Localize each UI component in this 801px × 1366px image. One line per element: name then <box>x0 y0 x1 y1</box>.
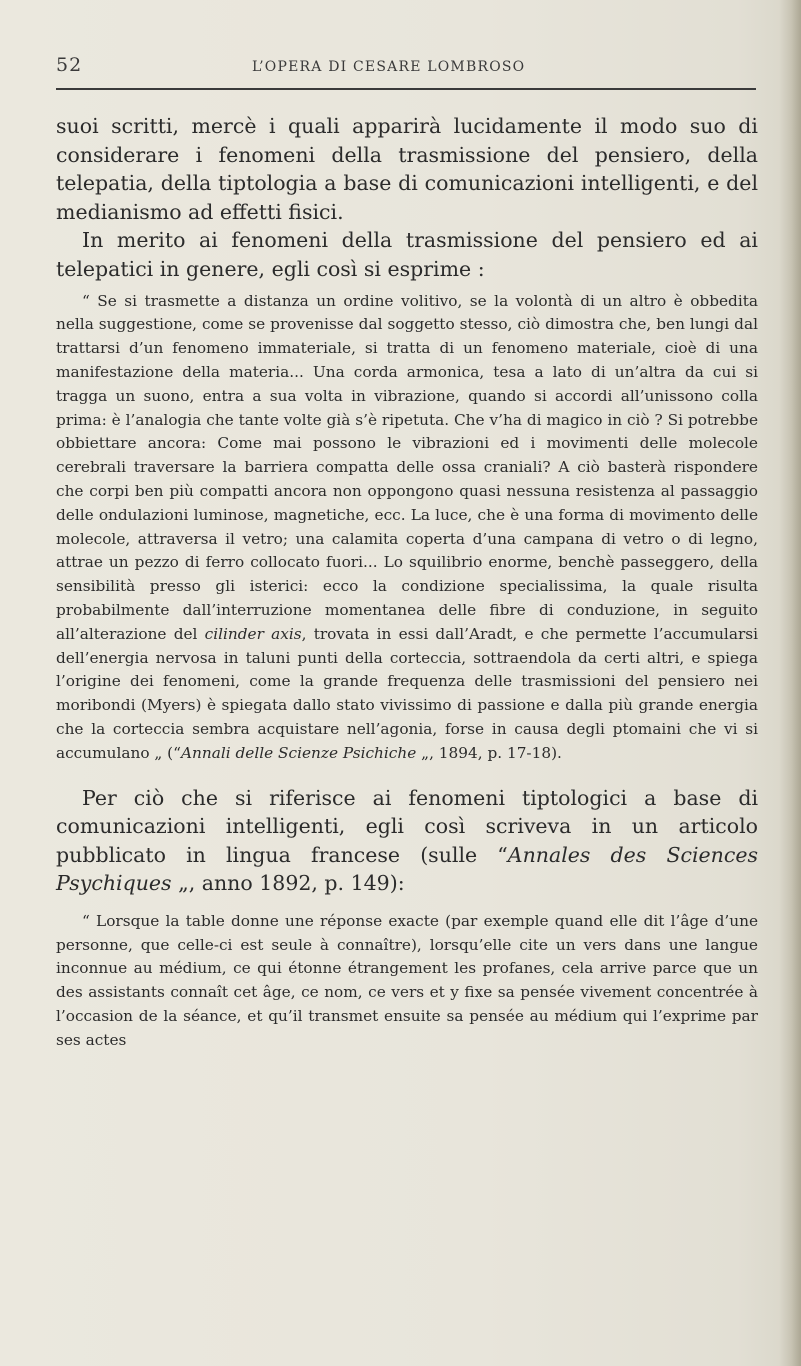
source-title: Annali delle Scienze Psichiche <box>180 743 417 762</box>
page-edge-shadow <box>779 0 801 1366</box>
paragraph-citation: „, anno 1892, p. 149): <box>171 871 405 896</box>
body-text <box>56 112 758 1053</box>
quotation-citation: „, 1894, p. 17-18). <box>416 743 562 762</box>
quotation-text: “ Se si trasmette a distanza un ordine volitivo, se la volontà di un altro è obbedita nella suggestione, come se provenisse dal soggetto stesso, ciò dimostra che, ben lungi dal trattarsi d’un fenomeno immateriale, si tratta di un fenomeno materiale, cioè di una manifestazione della materia... Una corda armonica, tesa a lato di un’altra da cui si tragga un suono, entra a sua volta in vibrazione, quando si accordi all’unissono colla prima: è l’analogia che tante volte già s’è ripetuta. Che v’ha di magico in ciò ? Si potrebbe obbiettare ancora: Come mai possono le vibrazioni ed i movimenti delle molecole cerebrali traversare la barriera compatta delle ossa craniali? A ciò basterà rispondere che corpi ben più compatti ancora non oppongono quasi nessuna resistenza al passaggio delle ondulazioni luminose, magnetiche, ecc. La luce, che è una forma di movimento delle molecole, attraversa il vetro; una calamita coperta d’una campana di vetro o di legno, attrae un pezzo di ferro collocato fuori... Lo squilibrio enorme, benchè passeggero, della sensibilità presso gli isterici: ecco la condizione specialissima, la quale risulta probabilmente dall’interruzione momentanea delle fibre di conduzione, in seguito all’alterazione del <box>56 291 758 643</box>
header-rule <box>56 88 756 90</box>
paragraph-text: Per ciò che si riferisce ai fenomeni tiptologici a base di comunicazioni intelligenti, egli così scriveva in un articolo pubblicato in lingua francese (sulle “ <box>56 785 758 867</box>
quotation-french: “ Lorsque la table donne une réponse exacte (par exemple quand elle dit l’âge d’une personne, que celle-ci est seule à connaître), lorsqu’elle cite un vers dans une langue inconnue au médium, ce qui étonne étrangement les profanes, cela arrive parce que un des assistants connaît cet âge, ce nom, ce vers et y fixe sa pensée vivement concentrée à l’occasion de la séance, et qu’il transmet ensuite sa pensée au médium qui l’exprime par ses actes <box>56 911 758 1049</box>
page-header <box>56 54 756 84</box>
paragraph-tiptology-intro <box>56 784 758 898</box>
paragraph-telepathy-intro: In merito ai fenomeni della trasmissione del pensiero ed ai telepatici in genere, egli così si esprime : <box>56 228 758 281</box>
quotation-italic-term: cilinder axis <box>204 624 302 643</box>
page-number: 52 <box>56 54 83 76</box>
quotation-telepathy <box>56 290 758 766</box>
quotation-text: , trovata in essi dall’Aradt, e che permette l’accumularsi dell’energia nervosa in taluni punti della corteccia, sottraendola da certi altri, e spiega l’origine dei fenomeni, come la grande frequenza delle trasmissioni del pensiero nei moribondi (Myers) è spiegata dallo stato vivissimo di passione e dalla più grande energia che la corteccia sembra acquistare nell’agonia, forse in causa degli ptomaini che vi si accumulano „ (“ <box>56 624 759 762</box>
paragraph-continuation: suoi scritti, mercè i quali apparirà lucidamente il modo suo di considerare i fenomeni della trasmissione del pensiero, della telepatia, della tiptologia a base di comunicazioni intelligenti, e del medianismo ad effetti fisici. <box>56 114 758 224</box>
running-title: L’OPERA DI CESARE LOMBROSO <box>252 59 526 75</box>
source-title: Annales des Sciences Psychiques <box>56 842 758 896</box>
